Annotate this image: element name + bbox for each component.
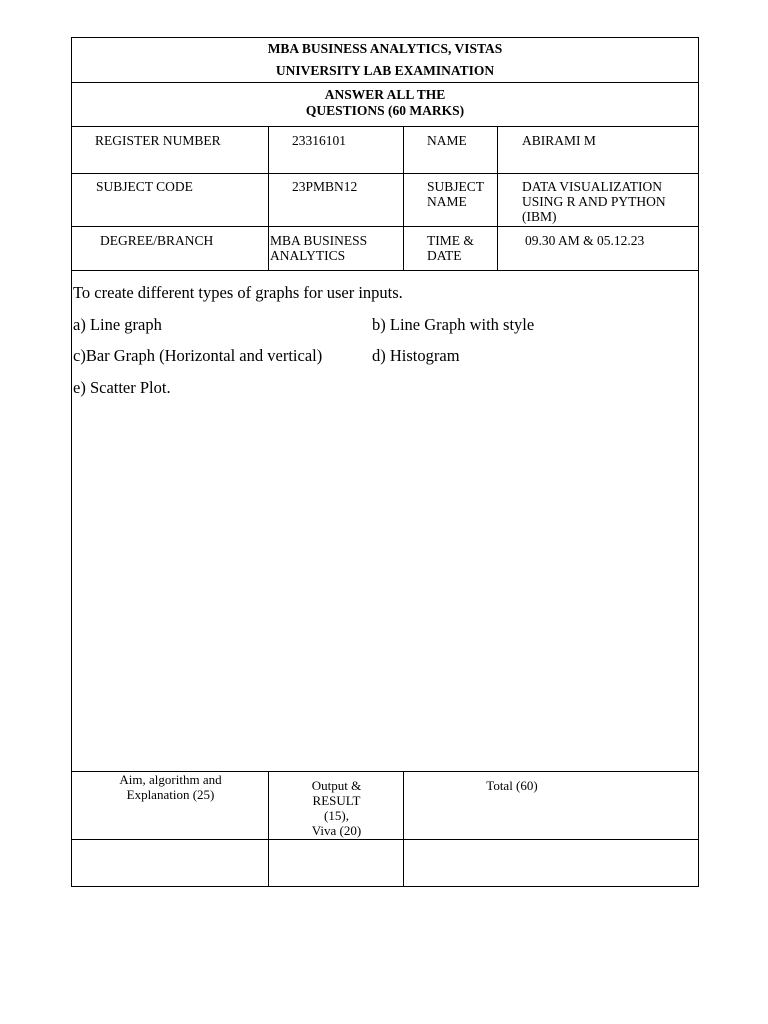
details-col-2 — [403, 126, 404, 270]
title-line-1: MBA BUSINESS ANALYTICS, VISTAS — [267, 41, 503, 56]
marks-output-cell[interactable] — [270, 841, 402, 885]
marks-output-header — [270, 778, 403, 838]
exam-title — [71, 38, 699, 82]
subject-code-label: SUBJECT CODE — [96, 179, 193, 194]
marks-output-header-line-3: (15), — [324, 808, 349, 823]
border-right — [698, 37, 699, 887]
border-left — [71, 37, 72, 887]
rule-after-register — [71, 173, 699, 174]
marks-col-1 — [268, 771, 269, 886]
rule-after-marks-head — [71, 839, 699, 840]
name-value: ABIRAMI M — [522, 133, 596, 148]
instruction-line-1: ANSWER ALL THE — [324, 87, 446, 102]
question-item-e: e) Scatter Plot. — [73, 378, 171, 397]
marks-aim-header-line-2: Explanation (25) — [126, 787, 215, 802]
subject-name-value-line-3: (IBM) — [522, 209, 557, 224]
rule-after-title — [71, 82, 699, 83]
rule-after-degree — [71, 270, 699, 271]
question-item-a: a) Line graph — [73, 315, 162, 334]
title-line-2: UNIVERSITY LAB EXAMINATION — [275, 63, 495, 78]
subject-name-value-line-2: USING R AND PYTHON — [522, 194, 666, 209]
time-date-label-line-1: TIME & — [427, 233, 474, 248]
rule-bottom — [71, 886, 699, 887]
question-intro: To create different types of graphs for user inputs. — [73, 283, 403, 302]
marks-aim-header-line-1: Aim, algorithm and — [119, 772, 222, 787]
time-date-value: 09.30 AM & 05.12.23 — [525, 233, 645, 248]
marks-output-header-line-4: Viva (20) — [311, 823, 362, 838]
details-col-1 — [268, 126, 269, 270]
instruction — [71, 87, 699, 119]
degree-branch-value-line-1: MBA BUSINESS — [270, 233, 368, 248]
question-item-d: d) Histogram — [372, 346, 460, 365]
subject-name-value-line-1: DATA VISUALIZATION — [522, 179, 663, 194]
marks-output-header-line-2: RESULT — [312, 793, 361, 808]
marks-aim-header — [73, 772, 268, 802]
marks-aim-cell[interactable] — [73, 841, 267, 885]
time-date-label-line-2: DATE — [427, 248, 462, 263]
name-label: NAME — [427, 133, 467, 148]
time-date-label — [427, 233, 474, 263]
degree-branch-label: DEGREE/BRANCH — [100, 233, 214, 248]
rule-after-subject — [71, 226, 699, 227]
question-item-c: c)Bar Graph (Horizontal and vertical) — [73, 346, 323, 365]
marks-output-header-line-1: Output & — [311, 778, 362, 793]
marks-total-header: Total (60) — [486, 778, 538, 793]
subject-name-label-line-1: SUBJECT — [427, 179, 485, 194]
degree-branch-value — [270, 233, 367, 263]
marks-col-2 — [403, 771, 404, 886]
instruction-line-2: QUESTIONS (60 MARKS) — [305, 103, 465, 118]
question-item-b: b) Line Graph with style — [372, 315, 535, 334]
rule-after-instruction — [71, 126, 699, 127]
subject-code-value: 23PMBN12 — [292, 179, 358, 194]
subject-name-label-line-2: NAME — [427, 194, 467, 209]
register-number-label: REGISTER NUMBER — [95, 133, 221, 148]
degree-branch-value-line-2: ANALYTICS — [270, 248, 346, 263]
subject-name-value — [522, 179, 666, 224]
details-col-3 — [497, 126, 498, 270]
subject-name-label — [427, 179, 484, 209]
register-number-value: 23316101 — [292, 133, 346, 148]
marks-total-cell[interactable] — [405, 841, 697, 885]
